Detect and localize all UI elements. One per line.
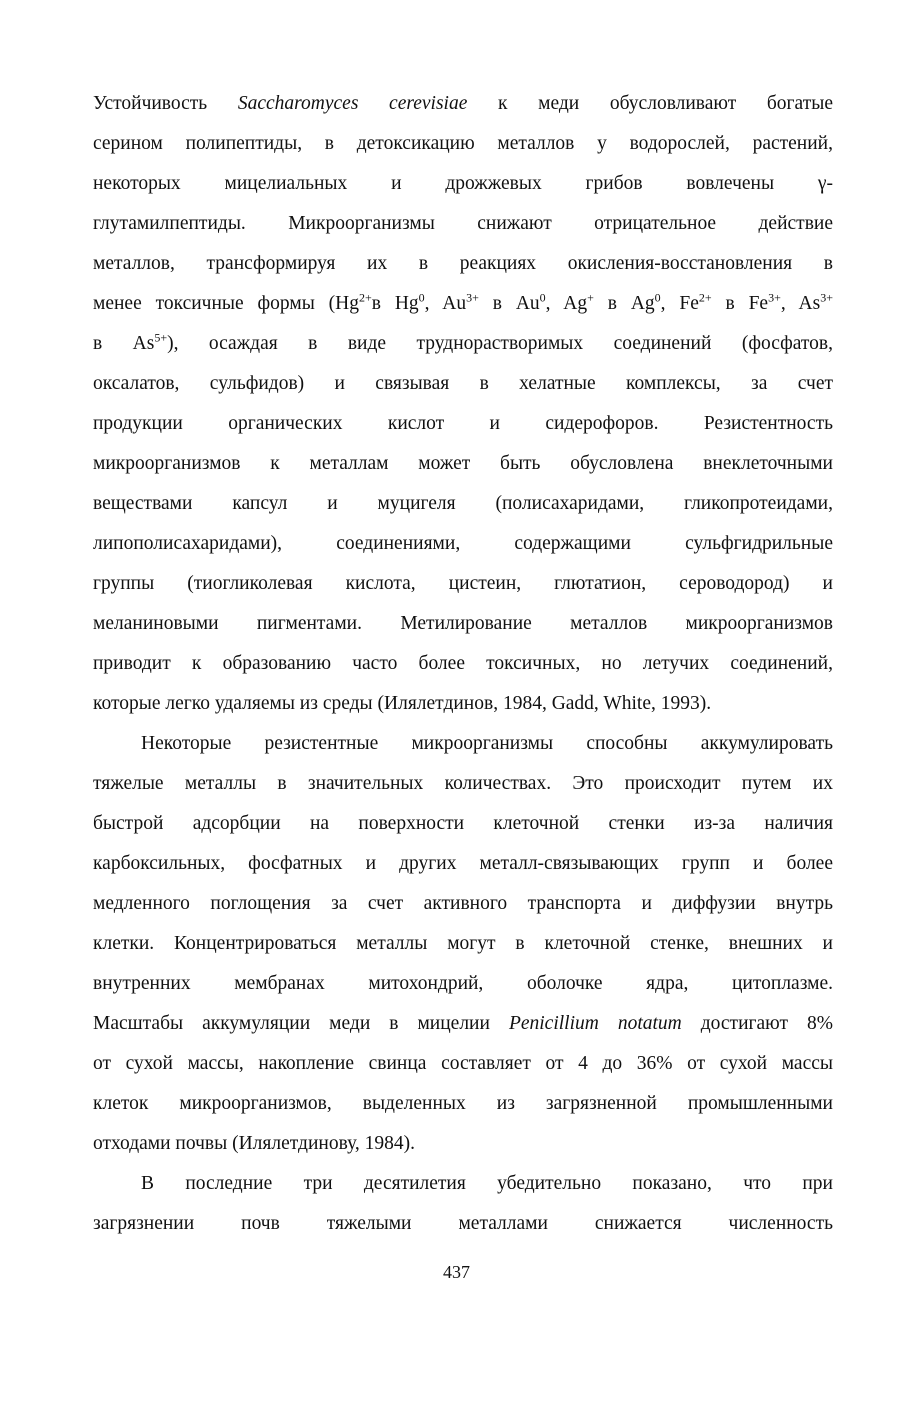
text-line xyxy=(93,1044,833,1084)
oxidation-state: 3+ xyxy=(466,290,479,305)
text-run: Масштабы аккумуляции меди в мицелии xyxy=(93,1013,509,1034)
text-line xyxy=(93,324,833,364)
text-run: приводит к образованию часто более токсичных, но летучих соединений, xyxy=(93,653,833,674)
text-run: тяжелые металлы в значительных количествах. Это происходит путем их xyxy=(93,773,833,794)
text-line xyxy=(93,1204,833,1244)
text-run: от сухой массы, накопление свинца составляет от 4 до 36% от сухой массы xyxy=(93,1053,833,1074)
text-line xyxy=(93,444,833,484)
text-run: менее токсичные формы (Hg xyxy=(93,293,359,314)
text-line xyxy=(93,764,833,804)
text-line xyxy=(93,804,833,844)
text-line xyxy=(93,164,833,204)
text-run: , Au xyxy=(424,293,467,314)
species-name: Penicillium notatum xyxy=(508,1013,682,1034)
page-body xyxy=(93,84,833,1244)
text-line xyxy=(93,204,833,244)
text-run: группы (тиогликолевая кислота, цистеин, глютатион, сероводород) и xyxy=(93,573,833,594)
text-run: в Au xyxy=(478,293,540,314)
text-run: оксалатов, сульфидов) и связывая в хелатные комплексы, за счет xyxy=(93,373,833,394)
text-run: отходами почвы (Илялетдинову, 1984). xyxy=(93,1133,416,1154)
text-run: клеток микроорганизмов, выделенных из загрязненной промышленными xyxy=(93,1093,833,1114)
text-run: Некоторые резистентные микроорганизмы способны аккумулировать xyxy=(141,733,833,754)
text-run: ), осаждая в виде труднорастворимых соединений (фосфатов, xyxy=(167,333,833,354)
oxidation-state: 2+ xyxy=(698,290,712,305)
text-run: В последние три десятилетия убедительно показано, что при xyxy=(141,1173,833,1194)
text-run: загрязнении почв тяжелыми металлами снижается численность xyxy=(93,1213,833,1234)
text-line xyxy=(93,124,833,164)
text-run: некоторых мицелиальных и дрожжевых грибов вовлечены γ- xyxy=(93,173,833,194)
text-line xyxy=(93,404,833,444)
paragraph-3 xyxy=(93,1164,833,1244)
text-line xyxy=(93,1124,833,1164)
oxidation-state: + xyxy=(587,290,594,305)
text-run: клетки. Концентрироваться металлы могут в клеточной стенке, внешних и xyxy=(93,933,833,954)
text-run: , As xyxy=(780,293,821,314)
oxidation-state: 0 xyxy=(418,290,425,305)
text-line xyxy=(93,604,833,644)
oxidation-state: 2+ xyxy=(358,290,372,305)
text-run: в Hg xyxy=(371,293,419,314)
text-run: веществами капсул и муцигеля (полисахаридами, гликопротеидами, xyxy=(93,493,833,514)
species-name: Saccharomyces cerevisiae xyxy=(237,93,468,114)
oxidation-state: 5+ xyxy=(154,330,168,345)
text-run: достигают 8% xyxy=(681,1013,833,1034)
text-run: глутамилпептиды. Микроорганизмы снижают отрицательное действие xyxy=(93,213,833,234)
text-run: серином полипептиды, в детоксикацию металлов у водорослей, растений, xyxy=(93,133,833,154)
text-line xyxy=(93,284,833,324)
oxidation-state: 3+ xyxy=(820,290,833,305)
text-run: карбоксильных, фосфатных и других металл-связывающих групп и более xyxy=(93,853,833,874)
text-line xyxy=(93,244,833,284)
text-run: быстрой адсорбции на поверхности клеточной стенки из-за наличия xyxy=(93,813,833,834)
oxidation-state: 0 xyxy=(539,290,546,305)
text-line xyxy=(93,844,833,884)
text-run: в Ag xyxy=(593,293,655,314)
text-run: в Fe xyxy=(711,293,769,314)
text-run: которые легко удаляемы из среды (Илялетдинов, 1984, Gadd, White, 1993). xyxy=(93,693,712,714)
text-line xyxy=(93,364,833,404)
paragraph-1 xyxy=(93,84,833,724)
text-run: внутренних мембранах митохондрий, оболочке ядра, цитоплазме. xyxy=(93,973,833,994)
text-line xyxy=(93,684,833,724)
text-line xyxy=(93,724,833,764)
text-run: металлов, трансформируя их в реакциях окисления-восстановления в xyxy=(93,253,833,274)
text-line xyxy=(93,1164,833,1204)
text-line xyxy=(93,484,833,524)
text-line xyxy=(93,524,833,564)
text-run: липополисахаридами), соединениями, содержащими сульфгидрильные xyxy=(93,533,833,554)
text-run: , Fe xyxy=(660,293,699,314)
text-line xyxy=(93,884,833,924)
text-line xyxy=(93,924,833,964)
text-run: в As xyxy=(93,333,155,354)
text-line xyxy=(93,564,833,604)
paragraph-2 xyxy=(93,724,833,1164)
text-run: меланиновыми пигментами. Метилирование металлов микроорганизмов xyxy=(93,613,833,634)
text-run: микроорганизмов к металлам может быть обусловлена внеклеточными xyxy=(93,453,833,474)
text-line xyxy=(93,1084,833,1124)
oxidation-state: 0 xyxy=(654,290,661,305)
text-line xyxy=(93,964,833,1004)
text-run: Устойчивость xyxy=(93,93,238,114)
text-line xyxy=(93,644,833,684)
text-run: к меди обусловливают богатые xyxy=(467,93,833,114)
oxidation-state: 3+ xyxy=(768,290,781,305)
page-number: 437 xyxy=(443,1262,470,1282)
text-run: медленного поглощения за счет активного транспорта и диффузии внутрь xyxy=(93,893,833,914)
text-line xyxy=(93,1004,833,1044)
text-run: продукции органических кислот и сидерофоров. Резистентность xyxy=(93,413,833,434)
text-run: , Ag xyxy=(545,293,588,314)
text-line xyxy=(93,84,833,124)
